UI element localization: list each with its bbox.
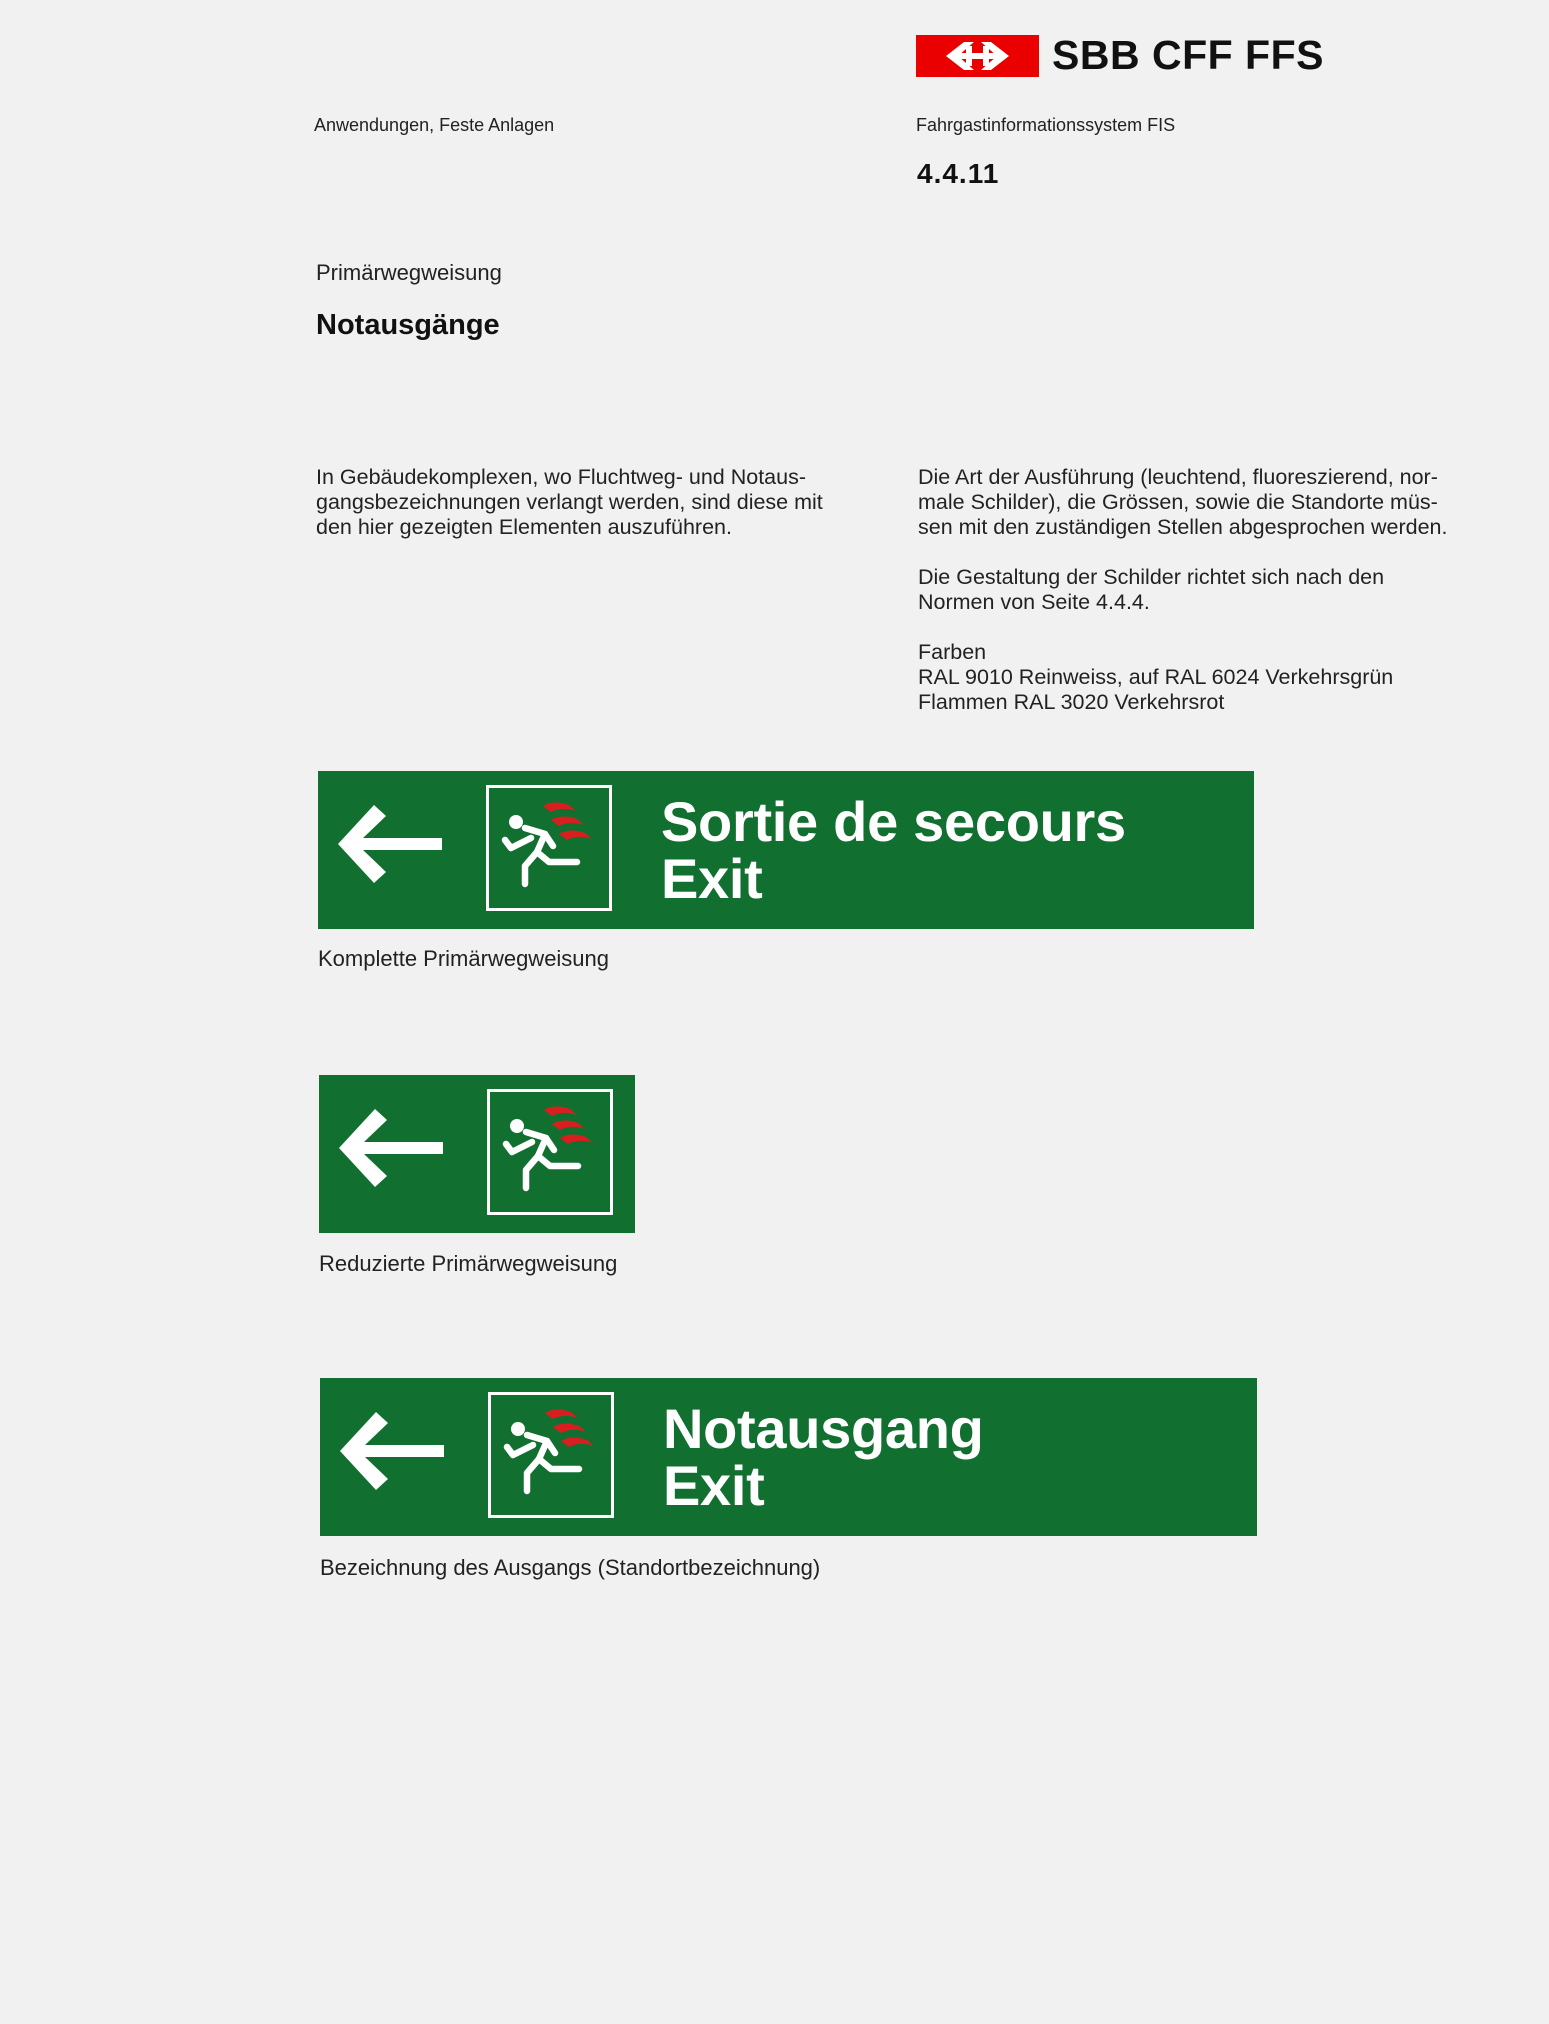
- intro-right-line: male Schilder), die Grössen, sowie die Standorte müs-: [918, 490, 1438, 514]
- exit-sign-location: [320, 1378, 1257, 1536]
- sign-text: [663, 1397, 984, 1517]
- sign-caption: Reduzierte Primärwegweisung: [319, 1251, 618, 1276]
- category-left: Anwendungen, Feste Anlagen: [314, 115, 555, 135]
- sign-text-line2: Exit: [661, 847, 763, 910]
- logo-text: SBB CFF FFS: [1052, 32, 1324, 78]
- section-number: 4.4.11: [917, 158, 1000, 189]
- sign-caption: Bezeichnung des Ausgangs (Standortbezeichnung): [320, 1555, 821, 1580]
- intro-right-line: Die Gestaltung der Schilder richtet sich nach den: [918, 565, 1385, 589]
- intro-right-line: Die Art der Ausführung (leuchtend, fluoreszierend, nor-: [918, 465, 1438, 489]
- sign-caption: Komplette Primärwegweisung: [318, 946, 610, 971]
- intro-left-line: den hier gezeigten Elementen auszuführen.: [316, 515, 732, 539]
- exit-sign-reduced: [319, 1075, 635, 1233]
- running-man-fire-icon: [487, 1089, 613, 1215]
- left-arrow-icon: [338, 805, 442, 883]
- color-spec-line: Flammen RAL 3020 Verkehrsrot: [918, 690, 1225, 714]
- running-man-fire-icon: [486, 785, 612, 911]
- intro-right-line: sen mit den zuständigen Stellen abgesprochen werden.: [918, 515, 1448, 539]
- colors-heading: Farben: [918, 640, 987, 664]
- sign-text-line2: Exit: [663, 1454, 765, 1517]
- category-right: Fahrgastinformationssystem FIS: [916, 115, 1176, 135]
- sign-text-line1: Sortie de secours: [661, 790, 1126, 853]
- sign-text: [661, 790, 1126, 910]
- intro-right-line: Normen von Seite 4.4.4.: [918, 590, 1150, 614]
- running-man-fire-icon: [488, 1392, 614, 1518]
- sign-text-line1: Notausgang: [663, 1397, 984, 1460]
- page-title: Notausgänge: [316, 309, 500, 341]
- intro-left-line: In Gebäudekomplexen, wo Fluchtweg- und Notaus-: [316, 465, 806, 489]
- left-arrow-icon: [340, 1412, 444, 1490]
- exit-sign-complete: [318, 771, 1254, 929]
- page-subtitle: Primärwegweisung: [316, 260, 502, 285]
- left-arrow-icon: [339, 1109, 443, 1187]
- intro-right: [918, 465, 1448, 715]
- intro-left: [316, 465, 823, 540]
- intro-left-line: gangsbezeichnungen verlangt werden, sind diese mit: [316, 490, 823, 514]
- color-spec-line: RAL 9010 Reinweiss, auf RAL 6024 Verkehrsgrün: [918, 665, 1394, 689]
- sbb-logo-icon: [916, 35, 1039, 77]
